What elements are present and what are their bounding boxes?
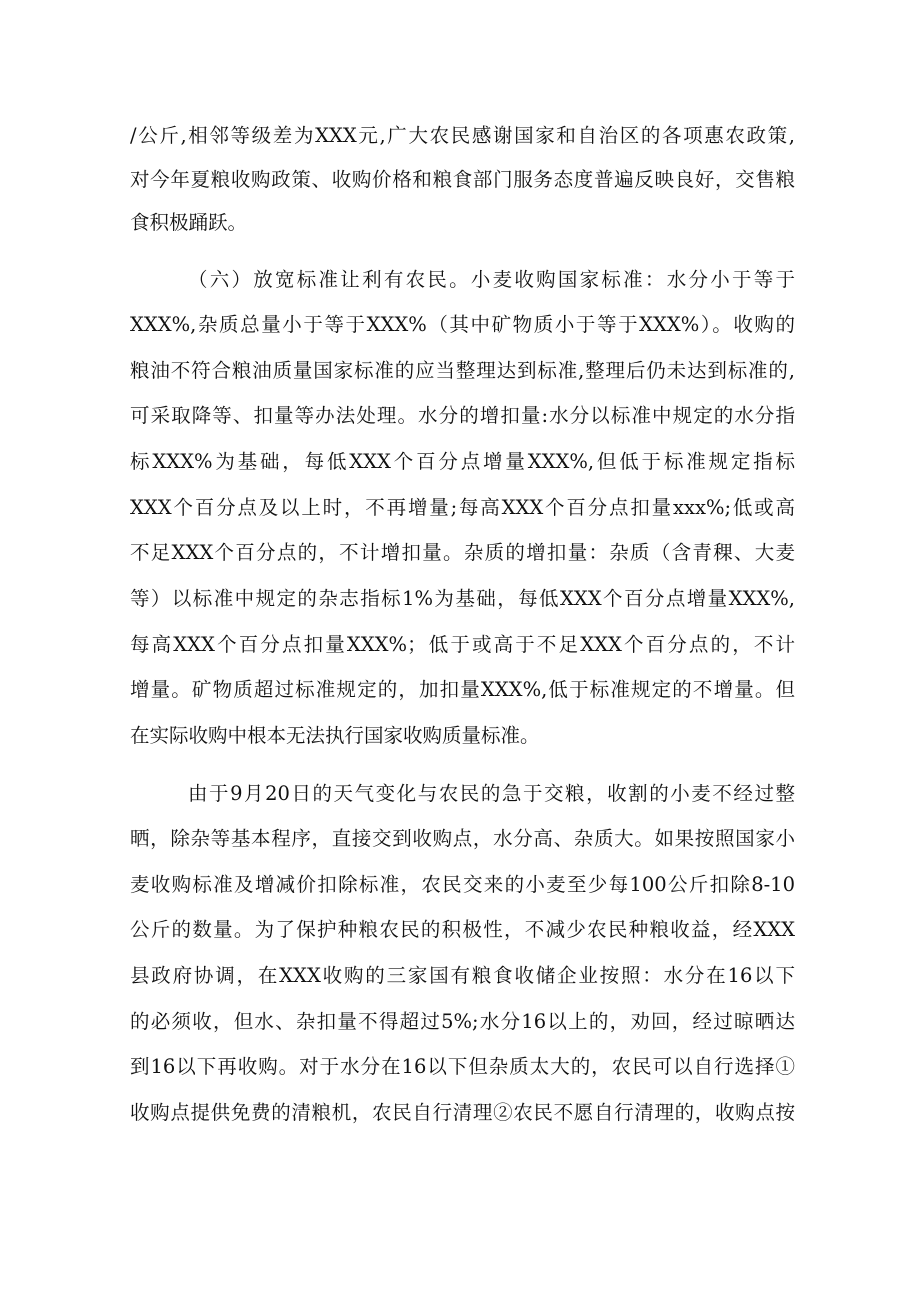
paragraph-2-line-1: （六）放宽标准让利有农民。小麦收购国家标准：水分小于等于 — [188, 268, 795, 291]
paragraph-2-line-10: 增量。矿物质超过标准规定的，加扣量XXX%,低于标准规定的不增量。但 — [130, 678, 795, 701]
paragraph-2-line-5: 标XXX%为基础，每低XXX个百分点增量XXX%,但低于标准规定指标 — [130, 450, 795, 473]
paragraph-3-line-6: 的必须收，但水、杂扣量不得超过5%;水分16以上的，劝回，经过晾晒达 — [130, 1010, 795, 1033]
paragraph-2-line-4: 可采取降等、扣量等办法处理。水分的增扣量:水分以标准中规定的水分指 — [130, 404, 795, 427]
paragraph-2-line-3: 粮油不符合粮油质量国家标准的应当整理达到标准,整理后仍未达到标准的, — [130, 359, 795, 382]
paragraph-2-line-7: 不足XXX个百分点的，不计增扣量。杂质的增扣量：杂质（含青稞、大麦 — [130, 541, 795, 564]
paragraph-3-line-2: 晒，除杂等基本程序，直接交到收购点，水分高、杂质大。如果按照国家小 — [130, 827, 795, 850]
paragraph-2-line-9: 每高XXX个百分点扣量XXX%；低于或高于不足XXX个百分点的，不计 — [130, 633, 795, 656]
paragraph-1-line-3: 食积极踊跃。 — [130, 211, 248, 234]
paragraph-3-line-3: 麦收购标准及增减价扣除标准，农民交来的小麦至少每100公斤扣除8-10 — [130, 873, 795, 896]
paragraph-3-line-8: 收购点提供免费的清粮机，农民自行清理②农民不愿自行清理的，收购点按 — [130, 1101, 795, 1124]
paragraph-3-line-7: 到16以下再收购。对于水分在16以下但杂质太大的，农民可以自行选择① — [130, 1055, 795, 1078]
paragraph-1-line-2: 对今年夏粮收购政策、收购价格和粮食部门服务态度普遍反映良好，交售粮 — [130, 168, 795, 191]
paragraph-3-line-1: 由于9月20日的天气变化与农民的急于交粮，收割的小麦不经过整 — [188, 782, 795, 805]
paragraph-3-line-4: 公斤的数量。为了保护种粮农民的积极性，不减少农民种粮收益，经XXX — [130, 918, 795, 941]
paragraph-2-line-11: 在实际收购中根本无法执行国家收购质量标准。 — [130, 724, 540, 747]
paragraph-3-line-5: 县政府协调，在XXX收购的三家国有粮食收储企业按照：水分在16以下 — [130, 964, 795, 987]
paragraph-1-line-1: /公斤,相邻等级差为XXX元,广大农民感谢国家和自治区的各项惠农政策, — [130, 124, 795, 147]
paragraph-2-line-8: 等）以标准中规定的杂志指标1%为基础，每低XXX个百分点增量XXX%, — [130, 587, 795, 610]
paragraph-2-line-6: XXX个百分点及以上时，不再增量;每高XXX个百分点扣量xxx%;低或高 — [130, 496, 795, 519]
paragraph-2-line-2: XXX%,杂质总量小于等于XXX%（其中矿物质小于等于XXX%）。收购的 — [130, 313, 795, 336]
